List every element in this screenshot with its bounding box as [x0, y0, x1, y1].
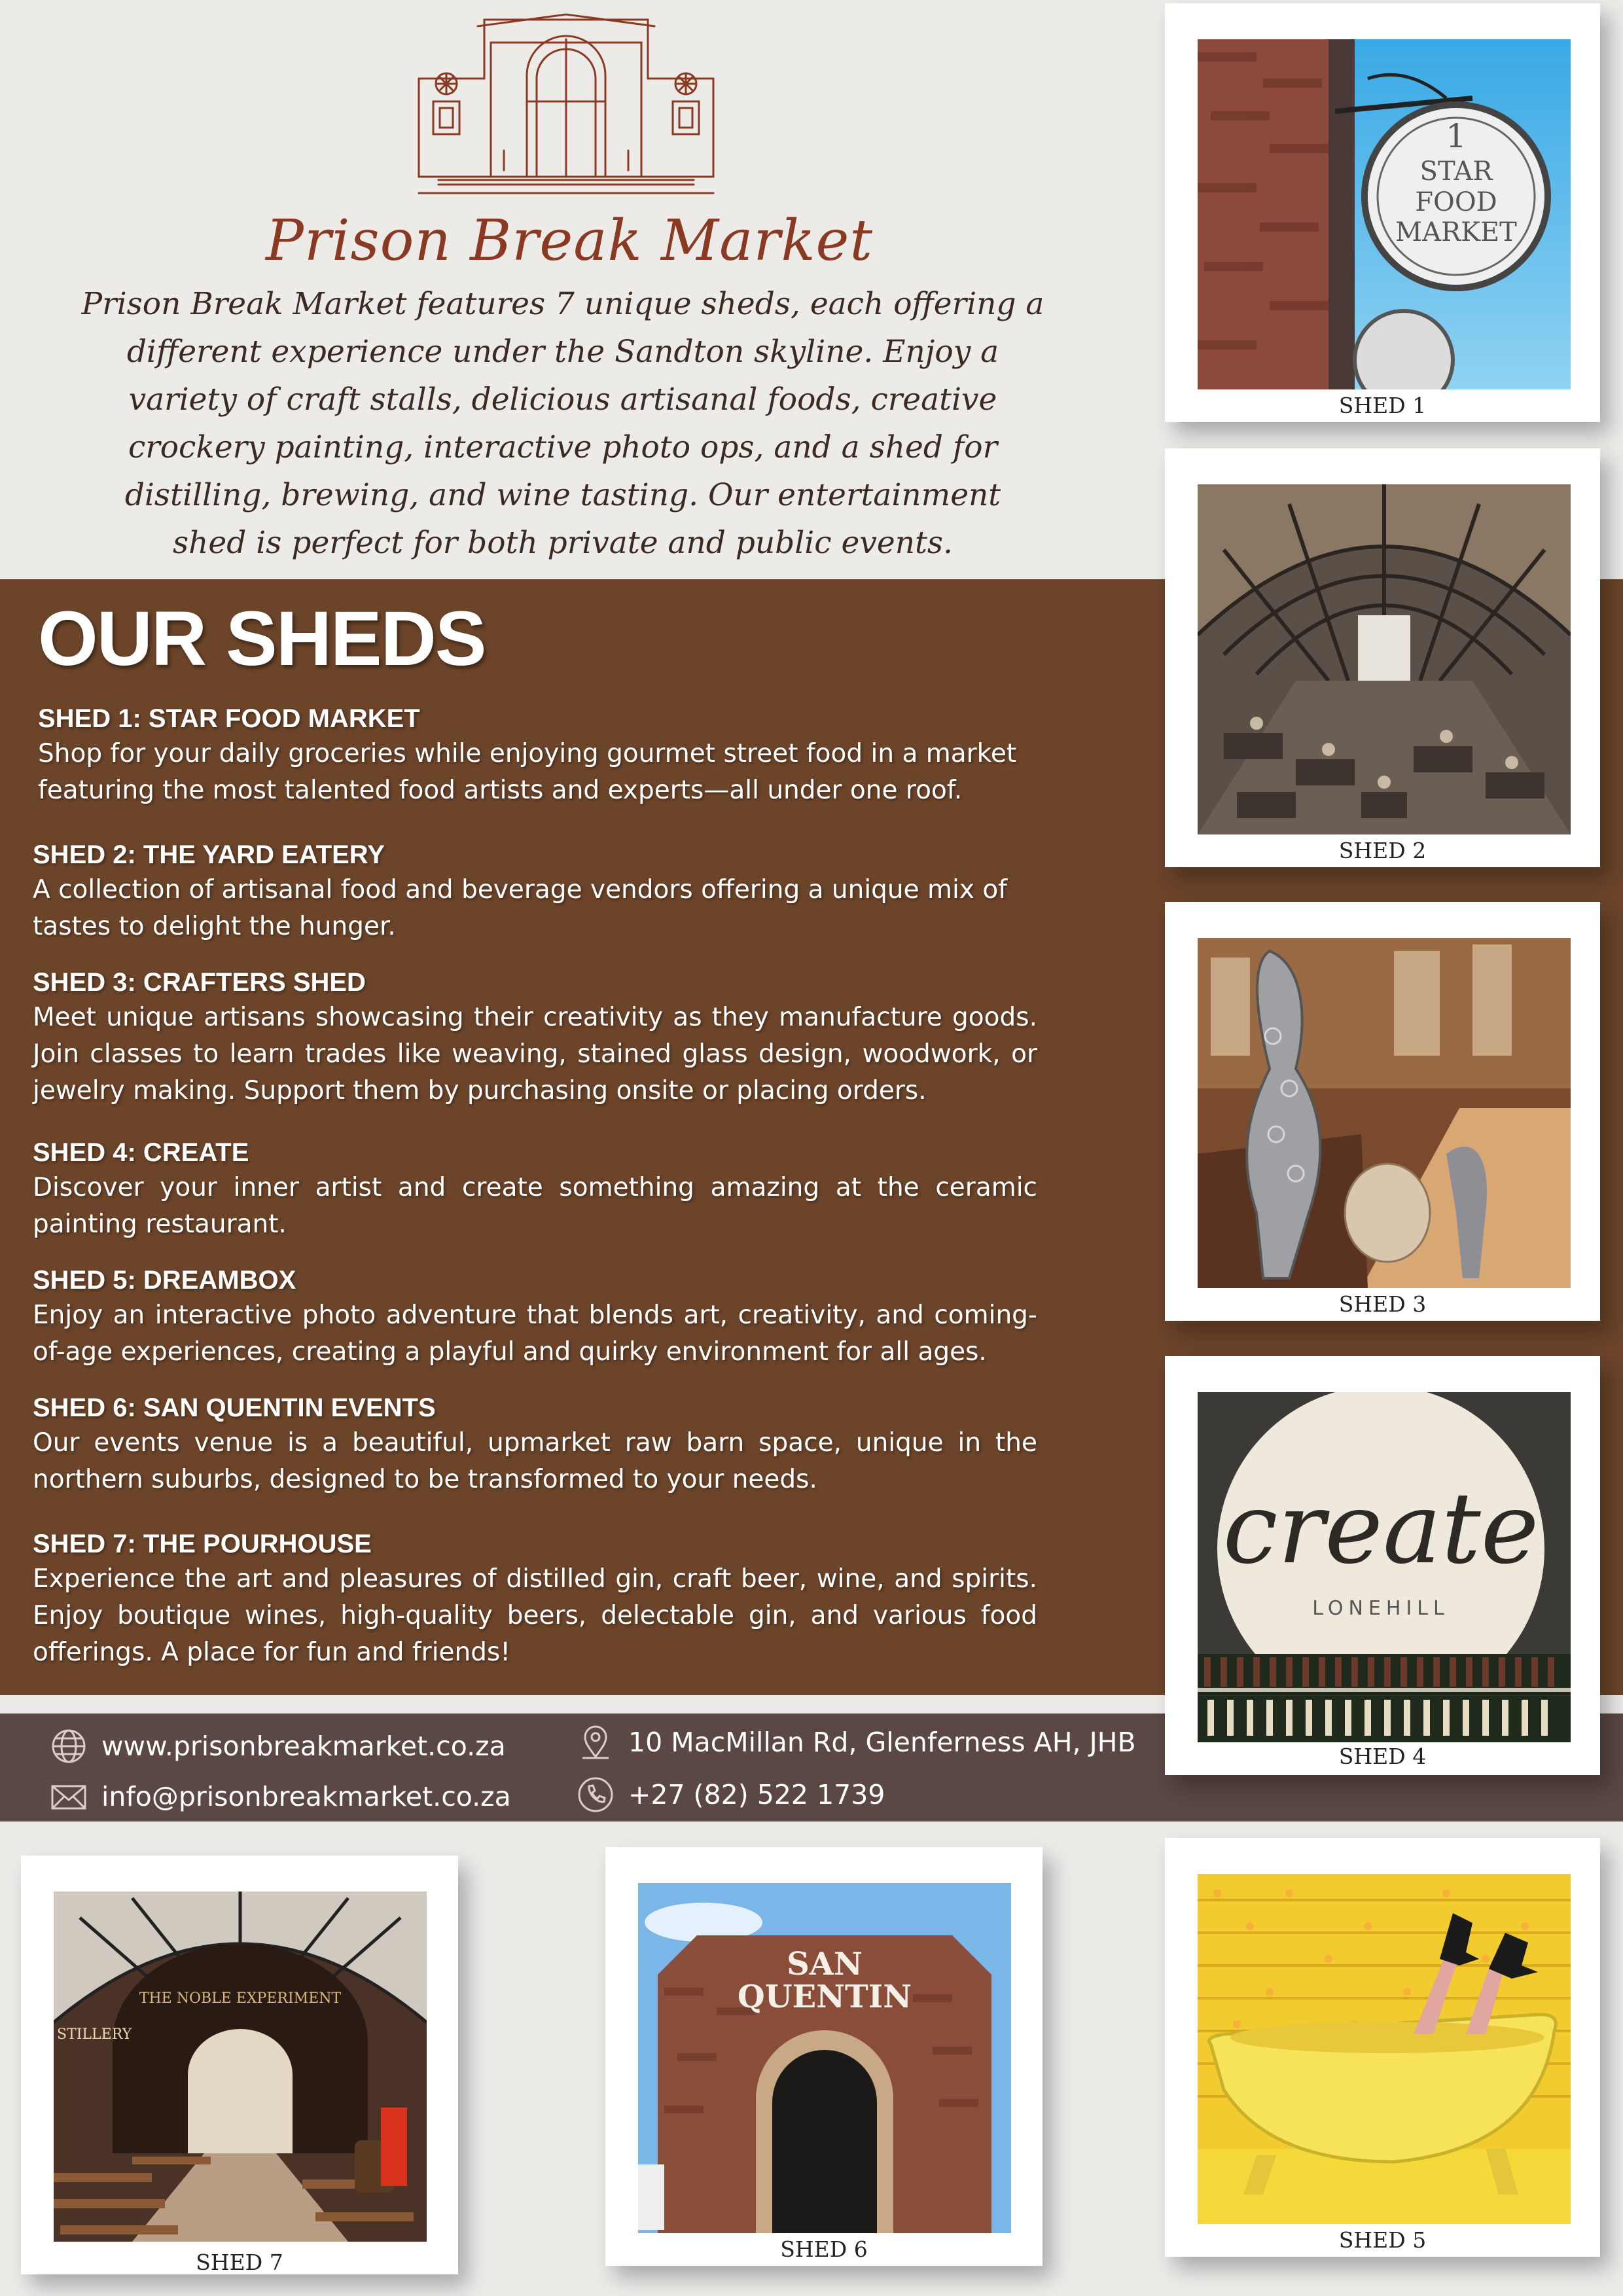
side-sign: STILLERY: [57, 2026, 132, 2043]
shed-title: SHED 4: CREATE: [33, 1138, 249, 1167]
email-link[interactable]: info@prisonbreakmarket.co.za: [101, 1781, 511, 1812]
shed-title: SHED 1: STAR FOOD MARKET: [38, 704, 420, 733]
photo-card-shed-3: [1165, 902, 1600, 1321]
shed-description: A collection of artisanal food and beverage vendors offering a unique mix of tastes to delight the hunger.: [33, 875, 1007, 941]
shed-3-photo: [1198, 938, 1571, 1288]
sign-text: FOOD: [1415, 187, 1497, 217]
sign-text: MARKET: [1395, 217, 1517, 247]
shed-title: SHED 2: THE YARD EATERY: [33, 840, 385, 869]
arch-sign: THE NOBLE EXPERIMENT: [139, 1990, 342, 2007]
shed-title: SHED 7: THE POURHOUSE: [33, 1530, 372, 1558]
shed-6-block: [33, 1391, 1037, 1498]
sign-number: 1: [1446, 117, 1467, 155]
photo-card-shed-5: [1165, 1838, 1600, 2257]
shed-description: Discover your inner artist and create something amazing at the ceramic painting restaurant.: [33, 1173, 1037, 1239]
shed-3-block: [33, 965, 1037, 1109]
intro-paragraph: [79, 280, 1047, 567]
shed-description: Meet unique artisans showcasing their creativity as they manufacture goods. Join classes to learn trades like weaving, stained glass design, woodwork, or jewelry making. Support them by purchasing onsite or placing orders.: [33, 1003, 1037, 1105]
photo-caption: SHED 7: [196, 2250, 283, 2275]
shed-2-photo: [1198, 484, 1571, 834]
photo-card-shed-7: [21, 1856, 458, 2274]
intro-line: variety of craft stalls, delicious artisanal foods, creative: [128, 382, 997, 418]
shed-title: SHED 3: CRAFTERS SHED: [33, 968, 366, 997]
website-contact[interactable]: [49, 1727, 506, 1766]
san-quentin-sign: SAN: [787, 1946, 863, 1982]
phone-contact[interactable]: [576, 1775, 885, 1814]
shed-1-block: [38, 702, 1043, 809]
intro-line: shed is perfect for both private and public events.: [173, 525, 953, 561]
create-sign-word: create: [1222, 1472, 1539, 1586]
email-contact[interactable]: [49, 1777, 511, 1816]
brand-name: Prison Break Market: [265, 208, 874, 274]
shed-2-block: [33, 838, 1037, 945]
globe-icon: [49, 1727, 88, 1766]
san-quentin-sign: QUENTIN: [737, 1979, 912, 2015]
intro-line: crockery painting, interactive photo ops, and a shed for: [128, 429, 998, 465]
photo-caption: SHED 3: [1338, 1291, 1427, 1317]
intro-line: Prison Break Market features 7 unique sheds, each offering a: [81, 286, 1044, 322]
shed-description: Experience the art and pleasures of distilled gin, craft beer, wine, and spirits. Enjoy boutique wines, high-quality beers, delectable gin, and various food offerings. A place for fun and friends!: [33, 1564, 1037, 1667]
shed-description: Our events venue is a beautiful, upmarket raw barn space, unique in the northern suburbs, designed to be transformed to your needs.: [33, 1428, 1037, 1494]
shed-4-block: [33, 1136, 1037, 1243]
address-contact: [576, 1723, 1136, 1762]
sheds-heading: OUR SHEDS: [38, 596, 486, 682]
phone-number[interactable]: +27 (82) 522 1739: [628, 1779, 885, 1810]
photo-card-shed-2: [1165, 448, 1600, 867]
photo-card-shed-4: [1165, 1356, 1600, 1775]
location-pin-icon: [576, 1723, 615, 1762]
photo-caption: SHED 2: [1338, 838, 1427, 863]
shed-5-photo: [1198, 1874, 1571, 2224]
shed-7-photo: [54, 1892, 427, 2242]
shed-title: SHED 6: SAN QUENTIN EVENTS: [33, 1393, 436, 1422]
shed-5-block: [33, 1263, 1037, 1371]
mail-icon: [49, 1777, 88, 1816]
shed-description: Shop for your daily groceries while enjoying gourmet street food in a market featuring the most talented food artists and experts—all under one roof.: [38, 739, 1017, 805]
shed-1-photo: [1198, 39, 1571, 389]
intro-line: distilling, brewing, and wine tasting. Our entertainment: [124, 477, 1001, 513]
intro-line: different experience under the Sandton skyline. Enjoy a: [126, 334, 999, 370]
phone-icon: [576, 1775, 615, 1814]
photo-caption: SHED 5: [1338, 2227, 1427, 2253]
photo-card-shed-1: [1165, 3, 1600, 422]
create-sign-location: LONEHILL: [1312, 1597, 1450, 1620]
sign-text: STAR: [1419, 156, 1493, 187]
market-building-logo: [406, 13, 726, 209]
shed-7-block: [33, 1527, 1037, 1671]
photo-caption: SHED 1: [1338, 393, 1427, 418]
photo-card-shed-6: [605, 1847, 1043, 2266]
photo-caption: SHED 6: [780, 2236, 868, 2262]
shed-description: Enjoy an interactive photo adventure that blends art, creativity, and coming-of-age experiences, creating a playful and quirky environment for all ages.: [33, 1300, 1037, 1367]
shed-title: SHED 5: DREAMBOX: [33, 1266, 296, 1295]
shed-4-photo: [1198, 1392, 1571, 1742]
website-link[interactable]: www.prisonbreakmarket.co.za: [101, 1731, 506, 1762]
address-text: 10 MacMillan Rd, Glenferness AH, JHB: [628, 1727, 1136, 1758]
photo-caption: SHED 4: [1338, 1744, 1427, 1769]
shed-6-photo: [638, 1883, 1011, 2233]
